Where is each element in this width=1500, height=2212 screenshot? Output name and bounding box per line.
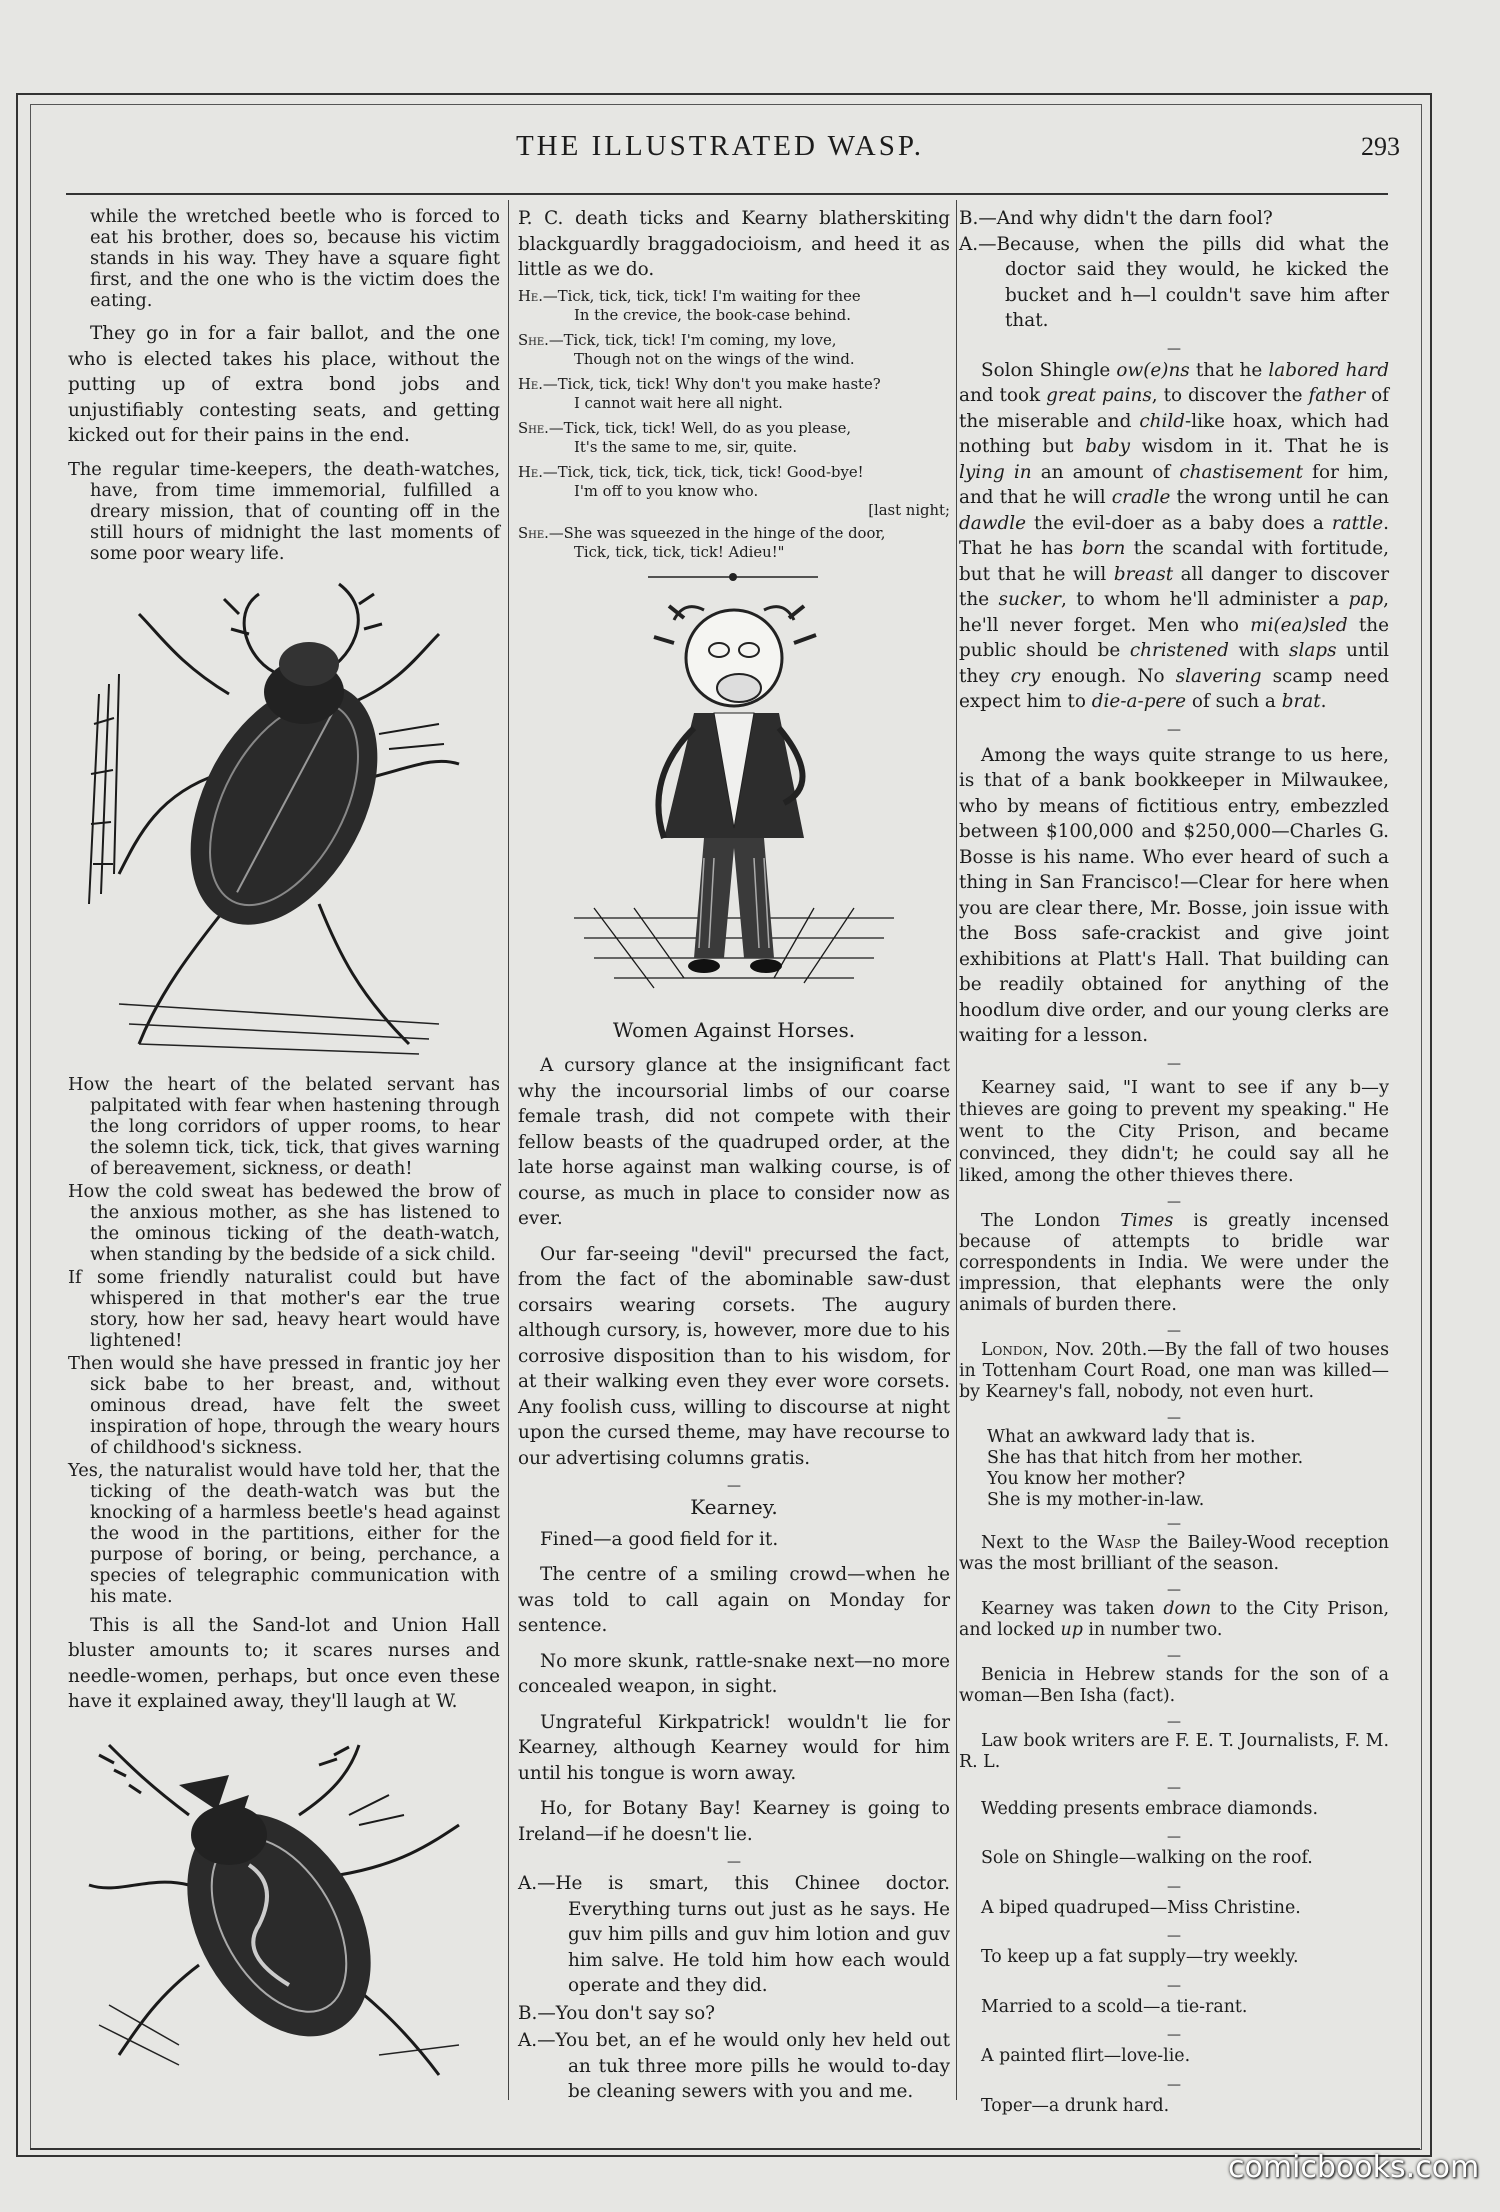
poem-line: Though not on the wings of the wind. [574, 350, 855, 368]
paragraph: Sole on Shingle—walking on the roof. [981, 1848, 1313, 1868]
paragraph: Ho, for Botany Bay! Kearney is going to Ireland—if he doesn't lie. [518, 1798, 950, 1845]
text-segment: the public should be [959, 614, 1389, 661]
italic-pun: baby [1085, 436, 1130, 457]
page-header [40, 130, 1400, 170]
separator: — [1167, 1829, 1181, 1845]
text-segment: scamp need expect him to [959, 665, 1389, 712]
separator: — [1167, 1055, 1181, 1072]
separator: — [1167, 1515, 1181, 1532]
speaker: He. [518, 375, 543, 393]
italic-pun: cradle [1111, 487, 1171, 508]
paragraph: Then would she have pressed in frantic joy her sick babe to her breast, and, without ominous dread, have felt the sweet inspiration of hope, through the weary hours of childhood's sickness. [68, 1352, 500, 1458]
italic-pun: chastisement [1179, 461, 1304, 483]
section-heading: Women Against Horses. [612, 1017, 856, 1042]
verse-line: You know her mother? [987, 1468, 1186, 1489]
paragraph: Fined—a good field for it. [540, 1528, 779, 1550]
paragraph: Yes, the naturalist would have told her, that the ticking of the death-watch was but the knocking of a harmless beetle's head against the wood in the partitions, either for the purpose of boring, or being, perchance, a species of telegraphic communication with his mate. [68, 1459, 500, 1607]
paragraph: If some friendly naturalist could but have whispered in that mother's ear the true story, how her sad, heavy heart would have lightened! [68, 1266, 500, 1351]
paragraph: Ungrateful Kirkpatrick! wouldn't lie for Kearney, although Kearney would for him until his tongue is worn away. [518, 1711, 950, 1784]
paragraph: Benicia in Hebrew stands for the son of a woman—Ben Isha (fact). [959, 1664, 1389, 1706]
verse-line: She is my mother-in-law. [987, 1489, 1205, 1510]
separator: — [1167, 721, 1181, 738]
separator: — [1167, 340, 1181, 357]
paragraph: A painted flirt—love-lie. [981, 2046, 1191, 2066]
speaker: He. [518, 287, 543, 305]
paragraph: Married to a scold—a tie-rant. [981, 1996, 1248, 2017]
verse [959, 1427, 1389, 1511]
italic-pun: breast [1113, 563, 1174, 585]
separator: — [1167, 1193, 1181, 1210]
text-segment: , he'll never forget. Men who [959, 589, 1389, 636]
italic-pun: brat [1281, 691, 1321, 712]
italic-pun: sucker [998, 589, 1061, 610]
italic-pun: rattle [1331, 512, 1384, 534]
footer-rule [30, 2148, 1420, 2150]
speaker: She. [518, 524, 549, 542]
separator: — [1167, 1928, 1181, 1944]
separator: — [1167, 1647, 1181, 1664]
italic-pun: labored hard [1268, 359, 1389, 381]
verse-line: She has that hitch from her mother. [987, 1447, 1304, 1468]
poem-line: —Tick, tick, tick! Why don't you make haste? [542, 375, 881, 393]
italic-pun: cry [1010, 665, 1041, 687]
text-segment: the scandal with fortitude, but that he will [959, 538, 1389, 585]
column-divider-2 [956, 200, 957, 2100]
poem-line: —Tick, tick, tick! Well, do as you please, [548, 419, 852, 437]
paragraph: P. C. death ticks and Kearny blatherskiting blackguardly braggadocioism, and heed it as little as we do. [518, 208, 950, 280]
separator: — [1167, 1779, 1181, 1796]
horned-beetle-illustration [79, 1725, 489, 2095]
poem-line: [last night; [868, 501, 950, 519]
italic-pun: mi(ea)sled [1250, 614, 1348, 636]
speaker: He. [518, 463, 543, 481]
paragraph: A.—You bet, an ef he would only hev held out an tuk three more pills he would to-day be cleaning sewers with you and me. [518, 2030, 950, 2102]
speaker: She. [518, 331, 549, 349]
separator: — [1167, 1713, 1181, 1730]
paragraph: B.—You don't say so? [518, 2002, 716, 2024]
paragraph: Kearney was taken down to the City Prison, and locked up in number two. [959, 1598, 1390, 1640]
paragraph: The London Times is greatly incensed because of attempts to bridle war correspondents in India. We were under the impression, that elephants were the only animals of burden there. [959, 1210, 1389, 1315]
italic-pun: dawdle [959, 512, 1027, 534]
separator: — [1167, 2076, 1181, 2093]
paragraph: A biped quadruped—Miss Christine. [981, 1897, 1301, 1918]
paragraph: B.—And why didn't the darn fool? [959, 208, 1273, 229]
italic-pun: die-a-pere [1091, 691, 1187, 712]
paragraph: Toper—a drunk hard. [981, 2095, 1170, 2116]
text-segment: the evil-doer as a baby does a [1026, 512, 1332, 534]
italic-pun: lying in [959, 461, 1032, 483]
separator: — [1167, 1581, 1181, 1598]
text-segment: , to whom he'll administer a [1060, 589, 1349, 610]
ornamental-divider [518, 570, 950, 584]
stag-beetle-illustration [79, 574, 489, 1064]
paragraph: The centre of a smiling crowd—when he was told to call again on Monday for sentence. [518, 1564, 950, 1636]
section-heading: Kearney. [690, 1495, 778, 1519]
separator: — [1167, 1322, 1181, 1339]
poem-line: In the crevice, the book-case behind. [574, 306, 851, 324]
text-segment: with [1228, 640, 1290, 661]
text-segment: . [1320, 691, 1327, 712]
paragraph: Our far-seeing "devil" precursed the fact, from the fact of the abominable saw-dust corsairs wearing corsets. The augury although cursory, is, however, more due to his corrosive disposition than to his wisdom, for at their walking even they ever wore corsets. Any foolish cuss, willing to discourse at night upon the cursed theme, may have recourse to our advertising columns gratis. [518, 1243, 950, 1469]
speaker: She. [518, 419, 549, 437]
italic-pun: child [1139, 410, 1186, 432]
paragraph: This is all the Sand-lot and Union Hall bluster amounts to; it scares nurses and needle-women, perhaps, but once even these have it explained away, they'll laugh at W. [68, 1614, 500, 1712]
text-segment: an amount of [1031, 461, 1180, 483]
poem-line: —Tick, tick, tick! I'm coming, my love, [548, 331, 837, 349]
column-3 [959, 206, 1389, 2129]
separator: — [727, 1854, 741, 1870]
italic-pun: father [1308, 385, 1366, 406]
paragraph: London, Nov. 20th.—By the fall of two houses in Tottenham Court Road, one man was killed—by Kearney's fall, nobody, not even hurt. [959, 1339, 1389, 1402]
page-title: THE ILLUSTRATED WASP. [515, 130, 925, 162]
verse-line: What an awkward lady that is. [987, 1426, 1256, 1447]
paragraph: To keep up a fat supply—try weekly. [981, 1947, 1299, 1967]
text-segment: wisdom in it. That he is [1130, 436, 1389, 457]
text-segment: enough. No [1040, 665, 1176, 687]
separator: — [1167, 2027, 1181, 2043]
text-segment: for him, and that he will [959, 461, 1389, 508]
text-segment: the wrong until he can [1170, 487, 1390, 508]
text-segment: of the miserable and [959, 385, 1389, 432]
italic-pun: born [1081, 538, 1126, 559]
poem-line: —She was squeezed in the hinge of the door, [548, 524, 886, 542]
paragraph: A cursory glance at the insignificant fact why the incoursorial limbs of our coarse female trash, did not compete with their fellow beasts of the quadruped order, at the late horse against man walking course, is of course, as much in place to consider now as ever. [518, 1055, 950, 1229]
cow-headed-gentleman-illustration [554, 588, 914, 1008]
header-rule [66, 193, 1388, 195]
italic-pun: great pains [1046, 385, 1152, 406]
paragraph: Kearney said, "I want to see if any b—y thieves are going to prevent my speaking." He went to the City Prison, and became convinced, they didn't; he could say all he liked, among the other thieves there. [959, 1076, 1389, 1186]
text-segment: , to discover the [1151, 385, 1309, 406]
paragraph: How the cold sweat has bedewed the brow of the anxious mother, as she has listened to the ominous ticking of the death-watch, when standing by the bedside of a sick child. [68, 1180, 500, 1265]
paragraph: Wedding presents embrace diamonds. [981, 1798, 1318, 1819]
text-segment: until they [959, 640, 1389, 687]
italic-pun: slaps [1289, 640, 1337, 661]
paragraph: Among the ways quite strange to us here, is that of a bank bookkeeper in Milwaukee, who by means of fictitious entry, embezzled between $100,000 and $250,000—Charles G. Bosse is his name. Who ever heard of such a thing in San Francisco!—Clear for here when you are clear there, Mr. Bosse, join issue with the Boss safe-crackist and give joint exhibitions at Platt's Hall. That building can be readily obtained for anything of the hoodlum dive order, and our young clerks are waiting for a lesson. [959, 744, 1389, 1046]
paragraph: How the heart of the belated servant has palpitated with fear when hastening through the long corridors of upper rooms, to hear the solemn tick, tick, tick, that gives warning of bereavement, sickness, or death! [68, 1073, 500, 1179]
column-1 [68, 206, 500, 2105]
page-number: 293 [1361, 132, 1400, 161]
dialogue-poem [518, 287, 950, 562]
italic-pun: ow(e)ns [1116, 359, 1190, 381]
paragraph: A.—He is smart, this Chinee doctor. Everything turns out just as he says. He guv him pills and guv him lotion and guv him salve. He told him how each would operate and they did. [518, 1873, 950, 1996]
paragraph: The regular time-keepers, the death-watches, have, from time immemorial, fulfilled a dreary mission, that of counting off in the still hours of midnight the last moments of some poor weary life. [68, 458, 500, 564]
text-segment: that he [1189, 359, 1269, 381]
separator: — [727, 1478, 741, 1494]
column-2 [518, 206, 950, 2115]
text-segment: all danger to discover the [959, 563, 1389, 610]
paragraph: Next to the Wasp the Bailey-Wood reception was the most brilliant of the season. [959, 1532, 1389, 1574]
text-segment: and took [959, 385, 1047, 406]
text-segment: . That he has [959, 512, 1389, 559]
italic-pun: christened [1129, 640, 1229, 661]
paragraph: No more skunk, rattle-snake next—no more concealed weapon, in sight. [518, 1650, 950, 1697]
column-divider-1 [508, 200, 509, 2100]
text-segment: of such a [1186, 691, 1282, 712]
paragraph: Law book writers are F. E. T. Journalists, F. M. R. L. [959, 1730, 1389, 1772]
poem-line: —Tick, tick, tick, tick, tick, tick! Good-bye! [542, 463, 864, 481]
paragraph-wordplay [959, 358, 1389, 715]
poem-line: Tick, tick, tick, tick! Adieu!" [574, 543, 785, 561]
separator: — [1167, 1977, 1181, 1994]
paragraph: while the wretched beetle who is forced to eat his brother, does so, because his victim stands in his way. They have a square fight first, and the one who is the victim does the eating. [90, 206, 500, 311]
text-segment: Solon Shingle [981, 359, 1117, 381]
italic-pun: slavering [1175, 665, 1262, 687]
poem-line: —Tick, tick, tick, tick! I'm waiting for thee [542, 287, 861, 305]
text-segment: -like hoax, which had nothing but [959, 410, 1389, 457]
paragraph: A.—Because, when the pills did what the doctor said they would, he kicked the bucket and h—l couldn't save him after that. [959, 233, 1389, 331]
poem-line: I'm off to you know who. [574, 482, 759, 500]
poem-line: It's the same to me, sir, quite. [574, 438, 798, 456]
separator: — [1167, 1409, 1181, 1426]
italic-pun: pap [1348, 589, 1384, 610]
watermark: comicbooks.com [1228, 2150, 1480, 2185]
poem-line: I cannot wait here all night. [574, 394, 783, 412]
separator: — [1167, 1878, 1181, 1895]
paragraph: They go in for a fair ballot, and the one who is elected takes his place, without the putting up of extra bond jobs and unjustifiably contesting seats, and getting kicked out for their pains in the end. [68, 323, 500, 446]
